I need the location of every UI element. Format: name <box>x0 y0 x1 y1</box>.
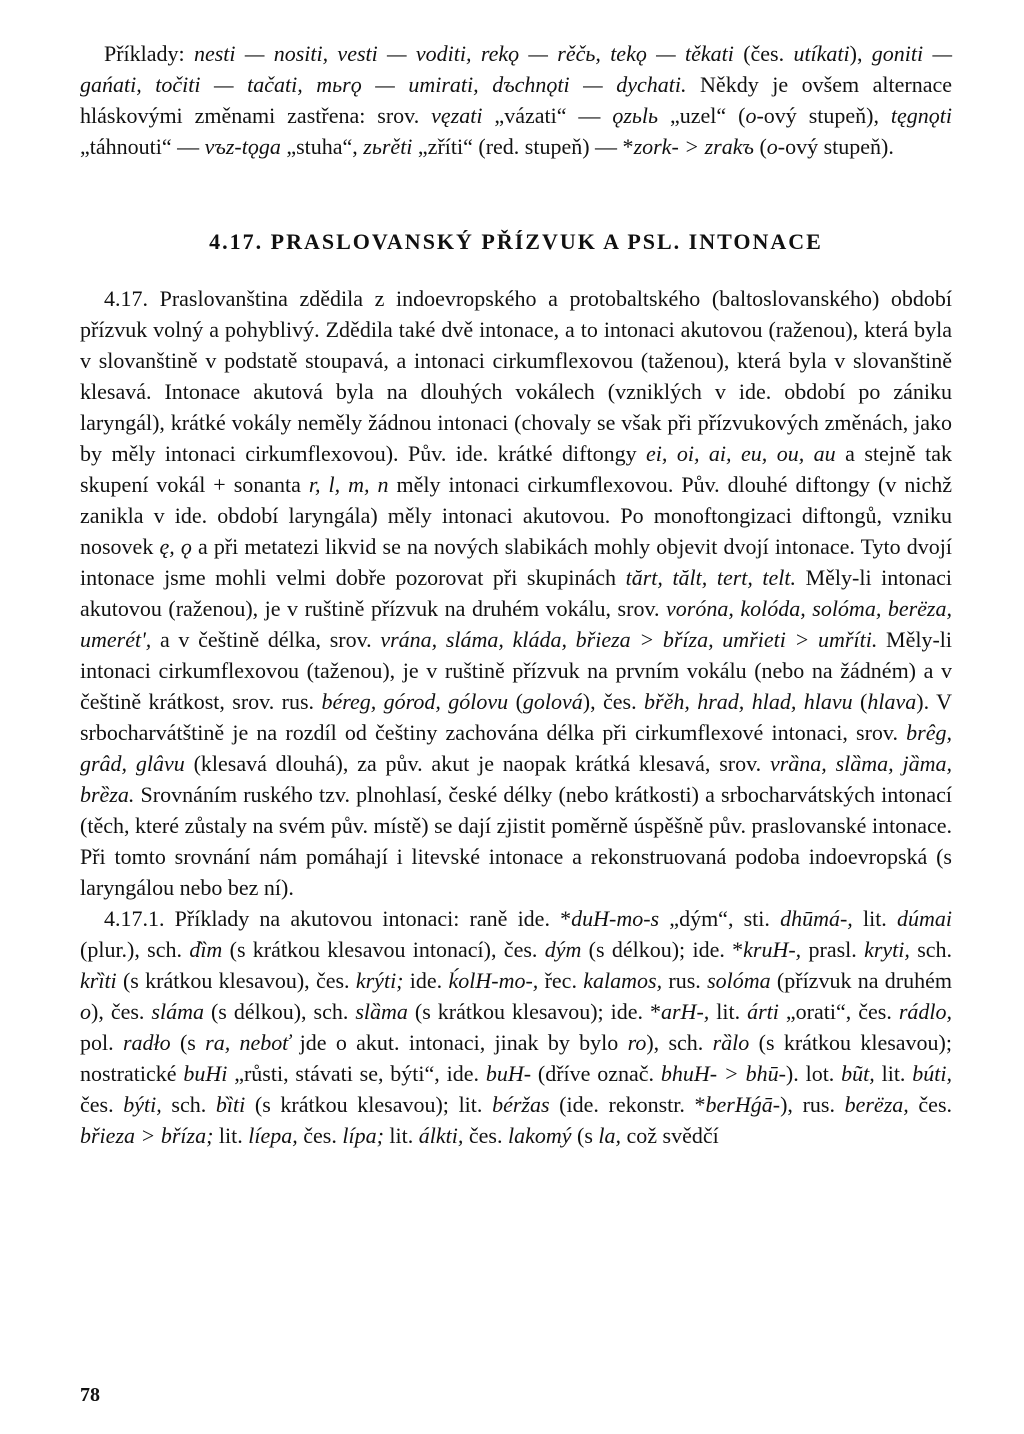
italic-term: rádlo, <box>898 999 953 1024</box>
italic-term: břěh, hrad, hlad, hlavu <box>644 689 853 714</box>
italic-term: árti <box>747 999 779 1024</box>
italic-term: lakomý <box>507 1123 572 1148</box>
italic-term: béreg, górod, gólovu <box>321 689 509 714</box>
italic-term: vrána, sláma, kláda, břieza > bříza, umřieti > umříti. <box>380 627 878 652</box>
italic-term: béržas <box>492 1092 550 1117</box>
italic-term: tęgnǫti <box>890 103 953 128</box>
italic-term: berëza, <box>844 1092 909 1117</box>
italic-term: bȉti <box>215 1092 246 1117</box>
section-heading: 4.17. PRASLOVANSKÝ PŘÍZVUK A PSL. INTONACE <box>209 229 823 254</box>
italic-term: zork- > zrakъ <box>633 134 754 159</box>
italic-term: ǫzьlь <box>612 103 659 128</box>
italic-term: la, <box>598 1123 622 1148</box>
italic-term: vęzati <box>431 103 483 128</box>
italic-term: krýti; <box>355 968 404 993</box>
italic-term: dým <box>544 937 582 962</box>
italic-term: dhūmá-, <box>780 906 853 931</box>
italic-term: brêg, grâd, glâvu <box>80 720 952 776</box>
italic-term: lípa; <box>342 1123 384 1148</box>
page-body <box>80 38 952 1151</box>
italic-term: dúmai <box>896 906 952 931</box>
italic-term: berHǵā- <box>705 1092 781 1117</box>
italic-term: álkti, <box>418 1123 464 1148</box>
italic-term: voróna, kolóda, solóma, berëza, umerét', <box>80 596 952 652</box>
italic-term: bhuH- > bhū- <box>660 1061 786 1086</box>
italic-term: r, l, m, n <box>308 472 389 497</box>
italic-term: tărt, tălt, tert, telt. <box>625 565 797 590</box>
italic-term: duH-mo-s <box>571 906 660 931</box>
italic-term: krȉti <box>80 968 117 993</box>
italic-term: buHi <box>183 1061 228 1086</box>
italic-term: slȁma <box>355 999 408 1024</box>
italic-term: o <box>80 999 91 1024</box>
italic-term: bũt, <box>841 1061 875 1086</box>
italic-term: ei, oi, ai, eu, ou, au <box>646 441 836 466</box>
italic-term: goniti — gańati, točiti — tačati, mьrǫ — umirati, dъchnǫti — dychati. <box>80 41 953 97</box>
italic-term: ę, ǫ <box>159 534 192 559</box>
italic-term: zьrěti <box>363 134 413 159</box>
italic-term: líepa, <box>248 1123 298 1148</box>
italic-term: dȉm <box>189 937 223 962</box>
italic-term: nesti — nositi, vesti — voditi, rekǫ — rěčь, tekǫ — těkati <box>193 41 734 66</box>
italic-term: hlava <box>867 689 917 714</box>
intro-paragraph: Příklady: nesti — nositi, vesti — voditi, rekǫ — rěčь, tekǫ — těkati (čes. utíkati), goniti — gańati, točiti — tačati, mьrǫ — umirati, dъchnǫti — dychati. Někdy je ovšem alternace hláskovými změnami zastřena: srov. vęzati „vázati“ — ǫzьlь „uzel“ (o-ový stupeň), tęgnǫti „táhnouti“ — vъz-tǫga „stuha“, zьrěti „zříti“ (red. stupeň) — *zork- > zrakъ (o-ový stupeň). <box>80 41 953 159</box>
italic-term: kruH-, <box>743 937 802 962</box>
italic-term: břieza > bříza; <box>80 1123 214 1148</box>
main-paragraph: 4.17. Praslovanština zdědila z indoevropského a protobaltského (baltoslovanského) období přízvuk volný a pohyblivý. Zdědila také dvě intonace, a to intonaci akutovou (raženou), která byla v slovanštině v podstatě stoupavá, a intonaci cirkumflexovou (taženou), která byla v slovanštině klesavá. Intonace akutová byla na dlouhých vokálech (vzniklých v ide. období po zániku laryngál), krátké vokály neměly žádnou intonaci (chovaly se však při přízvukových změnách, jako by měly intonaci cirkumflexovou). Pův. ide. krátké diftongy ei, oi, ai, eu, ou, au a stejně tak skupení vokál + sonanta r, l, m, n měly intonaci cirkumflexovou. Pův. dlouhé diftongy (v nichž zanikla v ide. období laryngála) měly intonaci akutovou. Po monoftongizaci diftongů, vzniku nosovek ę, ǫ a při metatezi likvid se na nových slabikách mohly objevit dvojí intonace. Tyto dvojí intonace jsme mohli velmi dobře pozorovat při skupinách tărt, tălt, tert, telt. Měly-li intonaci akutovou (raženou), je v ruštině přízvuk na druhém vokálu, srov. voróna, kolóda, solóma, berëza, umerét', a v češtině délka, srov. vrána, sláma, kláda, břieza > bříza, umřieti > umříti. Měly-li intonaci cirkumflexovou (taženou), je v ruštině přízvuk na prvním vokálu (nebo na žádném) a v češtině krátkost, srov. rus. béreg, górod, gólovu (golová), čes. břěh, hrad, hlad, hlavu (hlava). V srbocharvátštině je na rozdíl od češtiny zachována délka při cirkumflexové intonaci, srov. brêg, grâd, glâvu (klesavá dlouhá), za pův. akut je naopak krátká klesavá, srov. vrȁna, slȁma, jȁma, brȅza. Srovnáním ruského tzv. plnohlasí, české délky (nebo krátkosti) a srbocharvátských intonací (těch, které zůstaly na svém pův. místě) se dají zjistit poměrně úspěšně pův. praslovanské intonace. Při tomto srovnání nám pomáhají i litevské intonace a rekonstruovaná podoba indoevropská (s laryngálou nebo bez ní). <box>80 286 953 900</box>
italic-term: solóma <box>707 968 771 993</box>
italic-term: kryti, <box>864 937 910 962</box>
italic-term: utíkati <box>793 41 850 66</box>
italic-term: kalamos, <box>583 968 663 993</box>
italic-term: sláma <box>151 999 204 1024</box>
italic-term: búti, <box>912 1061 952 1086</box>
italic-term: ḱolH-mo-, <box>448 968 539 993</box>
italic-term: ra, neboť <box>205 1030 291 1055</box>
italic-term: ro <box>627 1030 647 1055</box>
italic-term: golová <box>522 689 583 714</box>
italic-term: buH- <box>485 1061 532 1086</box>
examples-paragraph: 4.17.1. Příklady na akutovou intonaci: raně ide. *duH-mo-s „dým“, sti. dhūmá-, lit. dúmai (plur.), sch. dȉm (s krátkou klesavou intonací), čes. dým (s délkou); ide. *kruH-, prasl. kryti, sch. krȉti (s krátkou klesavou), čes. krýti; ide. ḱolH-mo-, řec. kalamos, rus. solóma (přízvuk na druhém o), čes. sláma (s délkou), sch. slȁma (s krátkou klesavou); ide. *arH-, lit. árti „orati“, čes. rádlo, pol. radło (s ra, neboť jde o akut. intonaci, jinak by bylo ro), sch. rȁlo (s krátkou klesavou); nostratické buHi „růsti, stávati se, býti“, ide. buH- (dříve označ. bhuH- > bhū-). lot. bũt, lit. búti, čes. býti, sch. bȉti (s krátkou klesavou); lit. béržas (ide. rekonstr. *berHǵā-), rus. berëza, čes. břieza > bříza; lit. líepa, čes. lípa; lit. álkti, čes. lakomý (s la, což svědčí <box>80 906 953 1148</box>
italic-term: o <box>745 103 757 128</box>
italic-term: vъz-tǫga <box>204 134 281 159</box>
page-number: 78 <box>80 1384 100 1406</box>
italic-term: býti, <box>123 1092 162 1117</box>
italic-term: vrȁna, slȁma, jȁma, brȅza. <box>80 751 952 807</box>
italic-term: rȁlo <box>712 1030 750 1055</box>
italic-term: o <box>766 134 778 159</box>
italic-term: arH-, <box>661 999 710 1024</box>
italic-term: radło <box>122 1030 171 1055</box>
